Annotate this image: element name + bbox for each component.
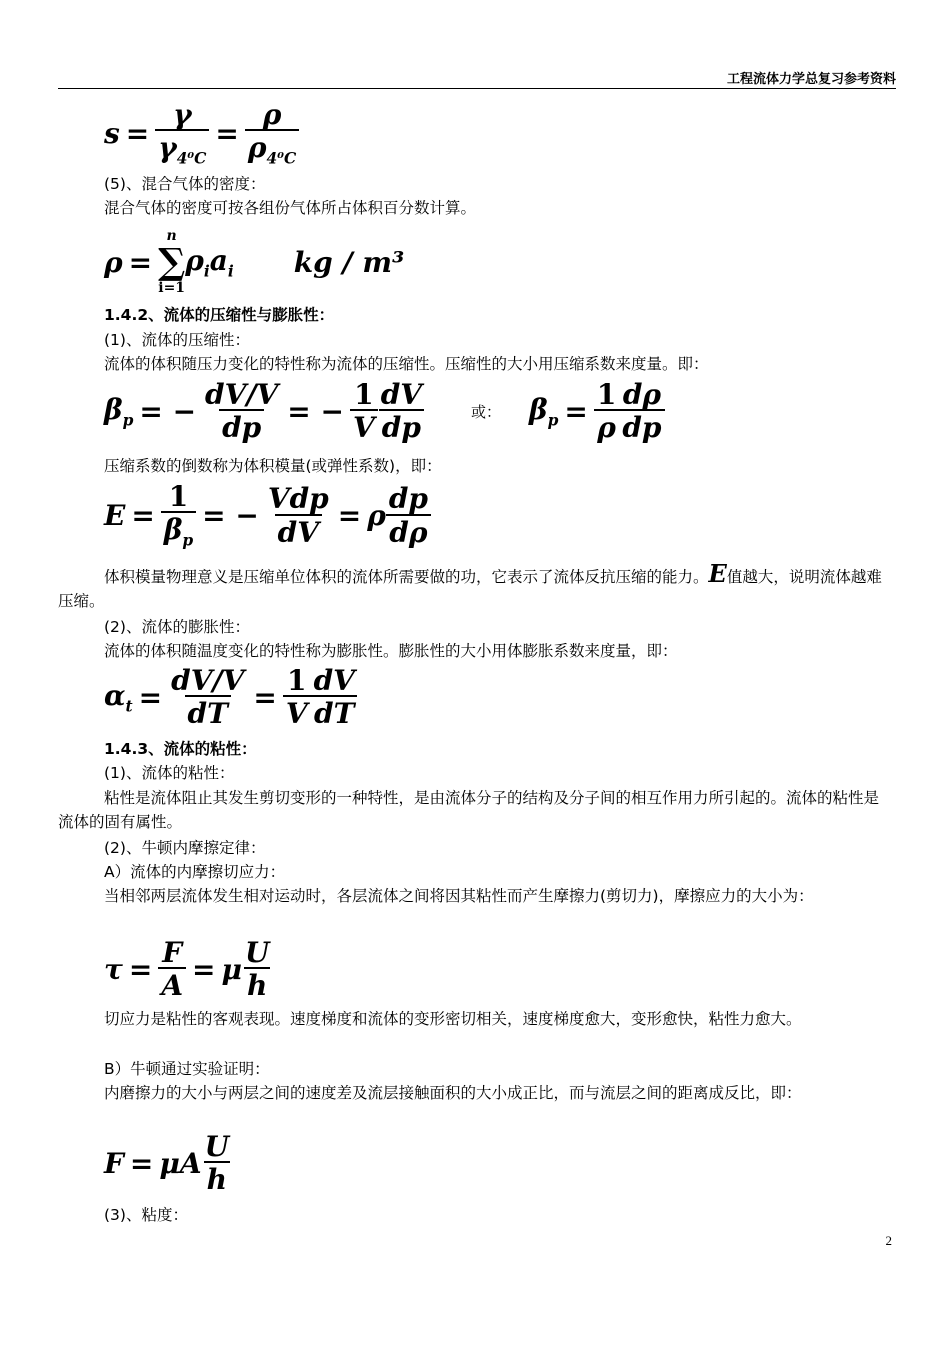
- page-header: [58, 64, 896, 89]
- unit-label: kg / m³: [293, 245, 405, 279]
- document-title: 工程流体力学总复习参考资料: [726, 72, 896, 87]
- formula-thermal-expansion: $\alpha_t$ = $\frac{dV/V}{dT}$ = $\frac{1}{V}$ dV dT: [104, 666, 358, 729]
- bulk-modulus-meaning-text: 体积模量物理意义是压缩单位体积的流体所需要做的功，它表示了流体反抗压缩的能力。: [104, 568, 709, 586]
- paragraph-internal-friction: 内磨擦力的大小与两层之间的速度差及流层接触面积的大小成正比，而与流层之间的距离成反比，即：: [104, 1084, 802, 1102]
- formula-shear-stress: τ = $\frac{F}{A}$ = μ U h: [104, 936, 270, 1003]
- paragraph-bulk-modulus-intro: 压缩系数的倒数称为体积模量(或弹性系数)，即：: [104, 457, 442, 475]
- paragraph-shear-meaning: 切应力是粘性的客观表现。速度梯度和流体的变形密切相关，速度梯度愈大，变形愈快，粘性力愈大。: [104, 1010, 802, 1028]
- page-number: 2: [885, 1233, 892, 1248]
- or-label: 或：: [471, 402, 502, 421]
- symbol-E: E: [708, 559, 727, 588]
- paragraph-compressibility: 流体的体积随压力变化的特性称为流体的压缩性。压缩性的大小用压缩系数来度量。即：: [104, 355, 709, 373]
- subsection-heading-expansion: (2)、流体的膨胀性：: [104, 618, 250, 636]
- formula-compressibility: $\beta_p$ = − $\frac{dV/V}{dp}$ = − $\frac{1}{V}$ dV dp 或： $\beta_p$ = $\frac{1}{\rho}$ dρ dp: [104, 380, 665, 443]
- item-shear-stress: A）流体的内摩擦切应力：: [104, 863, 286, 881]
- formula-specific-gravity: s = $\frac{\gamma}{\gamma_{4^0C}}$ = $\frac{\rho}{\rho_{4^0C}}$: [104, 100, 299, 167]
- section-heading-viscosity: 1.4.3、流体的粘性：: [104, 740, 257, 758]
- subsection-heading-compressibility: (1)、流体的压缩性：: [104, 331, 250, 349]
- subsection-heading-viscosity-coefficient: (3)、粘度：: [104, 1206, 188, 1224]
- subsection-heading-newton-law: (2)、牛顿内摩擦定律：: [104, 839, 266, 857]
- formula-mixed-gas-density: ρ = n ∑ i=1 $\rho_ia_i$ kg / m³: [104, 228, 405, 296]
- paragraph-bulk-modulus-meaning: [58, 559, 894, 613]
- item-newton-experiment: B）牛顿通过实验证明：: [104, 1060, 270, 1078]
- paragraph-shear-stress: 当相邻两层流体发生相对运动时，各层流体之间将因其粘性而产生摩擦力(剪切力)，摩擦应力的大小为：: [104, 887, 814, 905]
- paragraph-expansion: 流体的体积随温度变化的特性称为膨胀性。膨胀性的大小用体膨胀系数来度量，即：: [104, 642, 678, 660]
- formula-friction-force: F = μA U h: [104, 1130, 229, 1197]
- formula-bulk-modulus: E = $\frac{1}{\beta_p}$ = − Vdp dV = ρ dp dρ: [104, 482, 431, 549]
- bulk-modulus-meaning-text-2: 值越大，说明流体越难压缩。: [58, 568, 882, 610]
- subsection-heading-viscosity: (1)、流体的粘性：: [104, 764, 235, 782]
- subsection-heading-mixed-gas-density: (5)、混合气体的密度：: [104, 175, 266, 193]
- section-heading-compressibility: 1.4.2、流体的压缩性与膨胀性：: [104, 306, 335, 324]
- paragraph-mixed-gas: 混合气体的密度可按各组份气体所占体积百分数计算。: [104, 199, 477, 217]
- paragraph-viscosity: 粘性是流体阻止其发生剪切变形的一种特性，是由流体分子的结构及分子间的相互作用力所引起的。流体的粘性是流体的固有属性。: [58, 789, 880, 831]
